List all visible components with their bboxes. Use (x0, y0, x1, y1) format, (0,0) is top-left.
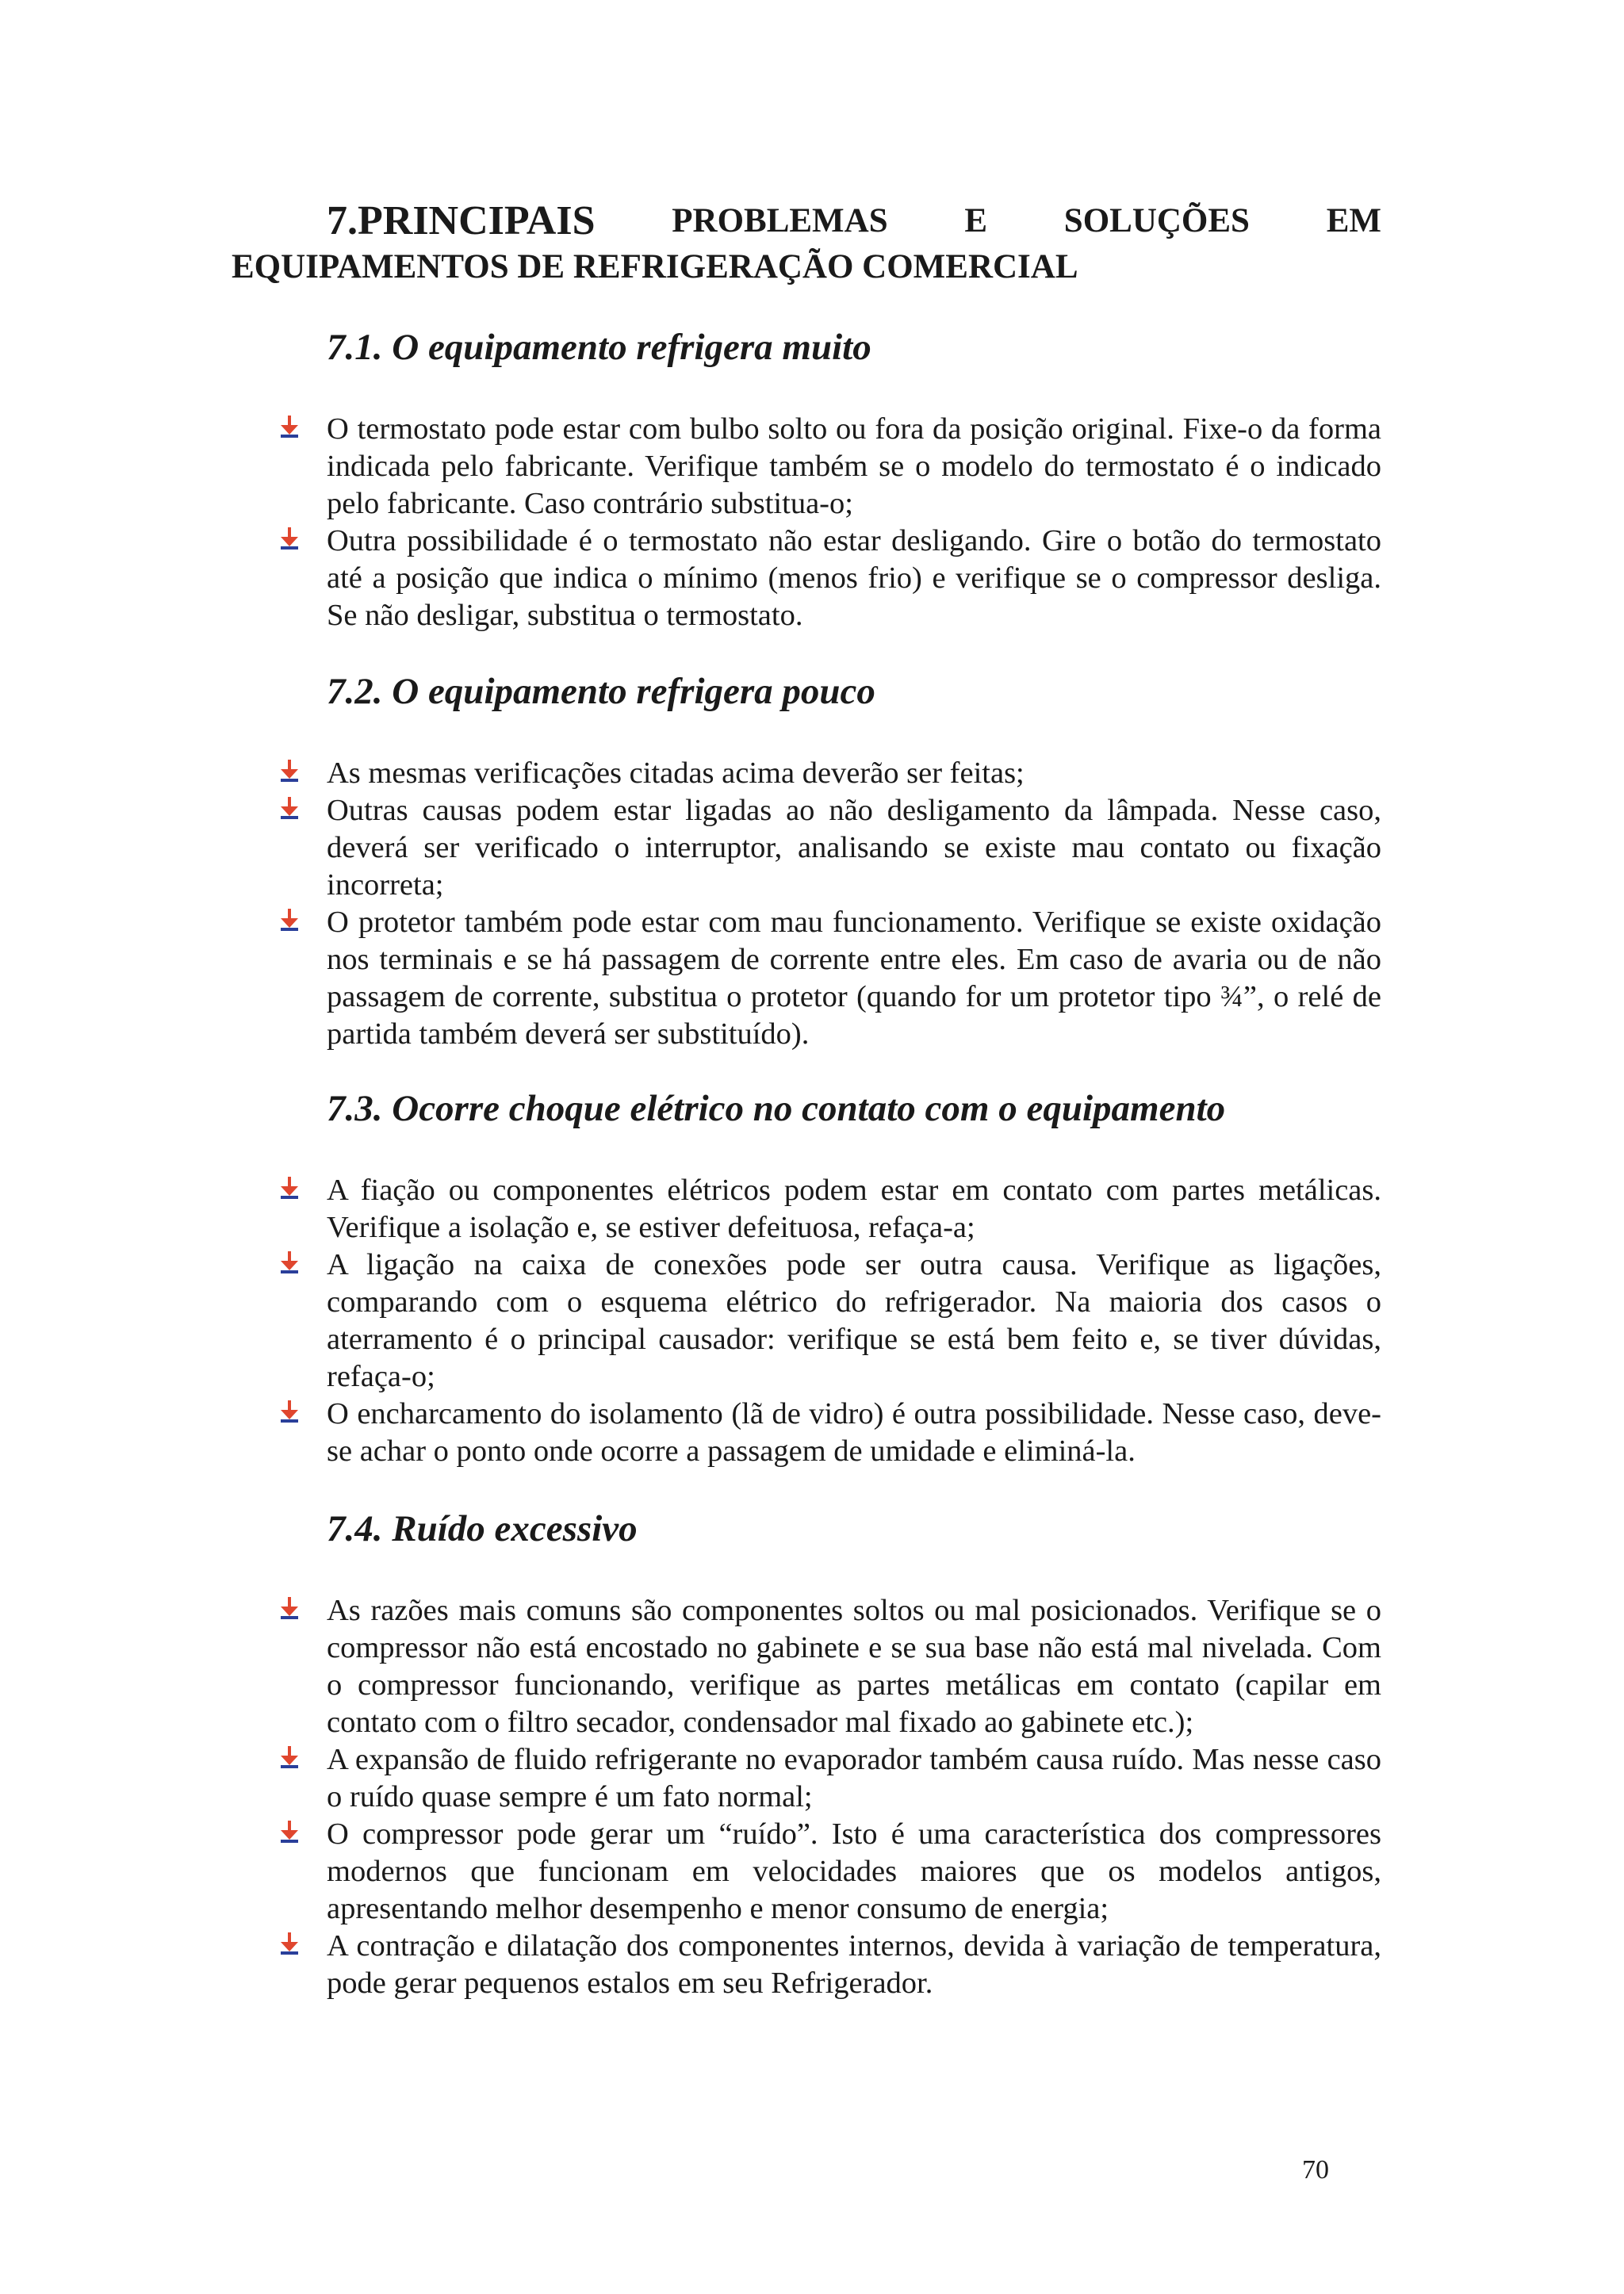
chapter-title-word: E (964, 202, 988, 239)
arrow-down-bullet-icon (279, 1821, 300, 1846)
bullet-list (279, 411, 1381, 634)
section-heading: 7.4. Ruído excessivo (327, 1508, 638, 1549)
list-item-text: O compressor pode gerar um “ruído”. Isto é uma característica dos compressores modernos que funcionam em velocidades maiores que os modelos antigos, apresentando melhor desempenho e menor consumo de energia; (327, 1817, 1381, 1925)
arrow-down-bullet-icon (279, 797, 300, 822)
bullet-list (279, 755, 1381, 1053)
list-item-text: Outras causas podem estar ligadas ao não desligamento da lâmpada. Nesse caso, deverá ser verificado o interruptor, analisando se existe mau contato ou fixação incorreta; (327, 794, 1381, 902)
list-item-text: A contração e dilatação dos componentes internos, devida à variação de temperatura, pode gerar pequenos estalos em seu Refrigerador. (327, 1929, 1381, 2000)
chapter-title (232, 198, 1381, 290)
list-item (279, 1928, 1381, 2002)
arrow-down-bullet-icon (279, 1400, 300, 1426)
arrow-down-bullet-icon (279, 1251, 300, 1277)
arrow-down-bullet-icon (279, 760, 300, 785)
chapter-title-word: 7.PRINCIPAIS (327, 198, 596, 243)
arrow-down-bullet-icon (279, 1177, 300, 1202)
arrow-down-bullet-icon (279, 1746, 300, 1771)
bullet-list (279, 1592, 1381, 2002)
list-item (279, 1396, 1381, 1470)
section-heading: 7.3. Ocorre choque elétrico no contato com o equipamento (327, 1088, 1226, 1129)
list-item (279, 1741, 1381, 1816)
arrow-down-bullet-icon (279, 416, 300, 441)
chapter-title-line1 (327, 198, 1381, 244)
list-item (279, 1592, 1381, 1741)
page-number: 70 (1302, 2155, 1329, 2185)
list-item (279, 1247, 1381, 1396)
chapter-title-line2: EQUIPAMENTOS DE REFRIGERAÇÃO COMERCIAL (232, 248, 1078, 285)
bullet-list (279, 1172, 1381, 1470)
list-item (279, 792, 1381, 904)
list-item (279, 755, 1381, 792)
list-item-text: O protetor também pode estar com mau funcionamento. Verifique se existe oxidação nos terminais e se há passagem de corrente entre eles. Em caso de avaria ou de não passagem de corrente, substitua o protetor (quando for um protetor tipo ¾”, o relé de partida também deverá ser substituído). (327, 906, 1381, 1051)
list-item (279, 523, 1381, 634)
list-item-text: A expansão de fluido refrigerante no evaporador também causa ruído. Mas nesse caso o ruído quase sempre é um fato normal; (327, 1743, 1381, 1813)
arrow-down-bullet-icon (279, 1597, 300, 1622)
arrow-down-bullet-icon (279, 909, 300, 934)
arrow-down-bullet-icon (279, 527, 300, 553)
list-item (279, 1816, 1381, 1928)
list-item (279, 904, 1381, 1053)
list-item-text: A ligação na caixa de conexões pode ser outra causa. Verifique as ligações, comparando com o esquema elétrico do refrigerador. Na maioria dos casos o aterramento é o principal causador: verifique se está bem feito e, se tiver dúvidas, refaça-o; (327, 1248, 1381, 1393)
chapter-title-word: SOLUÇÕES (1063, 202, 1250, 239)
list-item-text: Outra possibilidade é o termostato não estar desligando. Gire o botão do termostato até a posição que indica o mínimo (menos frio) e verifique se o compressor desliga. Se não desligar, substitua o termostato. (327, 524, 1381, 632)
list-item-text: As mesmas verificações citadas acima deverão ser feitas; (327, 756, 1025, 790)
section-heading: 7.1. O equipamento refrigera muito (327, 327, 871, 368)
list-item-text: As razões mais comuns são componentes soltos ou mal posicionados. Verifique se o compressor não está encostado no gabinete e se sua base não está mal nivelada. Com o compressor funcionando, verifique as partes metálicas em contato (capilar em contato com o filtro secador, condensador mal fixado ao gabinete etc.); (327, 1594, 1381, 1739)
list-item-text: O encharcamento do isolamento (lã de vidro) é outra possibilidade. Nesse caso, deve-se achar o ponto onde ocorre a passagem de umidade e eliminá-la. (327, 1397, 1381, 1468)
list-item-text: A fiação ou componentes elétricos podem estar em contato com partes metálicas. Verifique a isolação e, se estiver defeituosa, refaça-a; (327, 1174, 1381, 1244)
arrow-down-bullet-icon (279, 1932, 300, 1958)
chapter-title-word: PROBLEMAS (672, 202, 888, 239)
list-item (279, 411, 1381, 523)
list-item (279, 1172, 1381, 1247)
chapter-title-word: EM (1326, 202, 1381, 239)
section-heading: 7.2. O equipamento refrigera pouco (327, 671, 875, 712)
list-item-text: O termostato pode estar com bulbo solto ou fora da posição original. Fixe-o da forma indicada pelo fabricante. Verifique também se o modelo do termostato é o indicado pelo fabricante. Caso contrário substitua-o; (327, 412, 1381, 520)
